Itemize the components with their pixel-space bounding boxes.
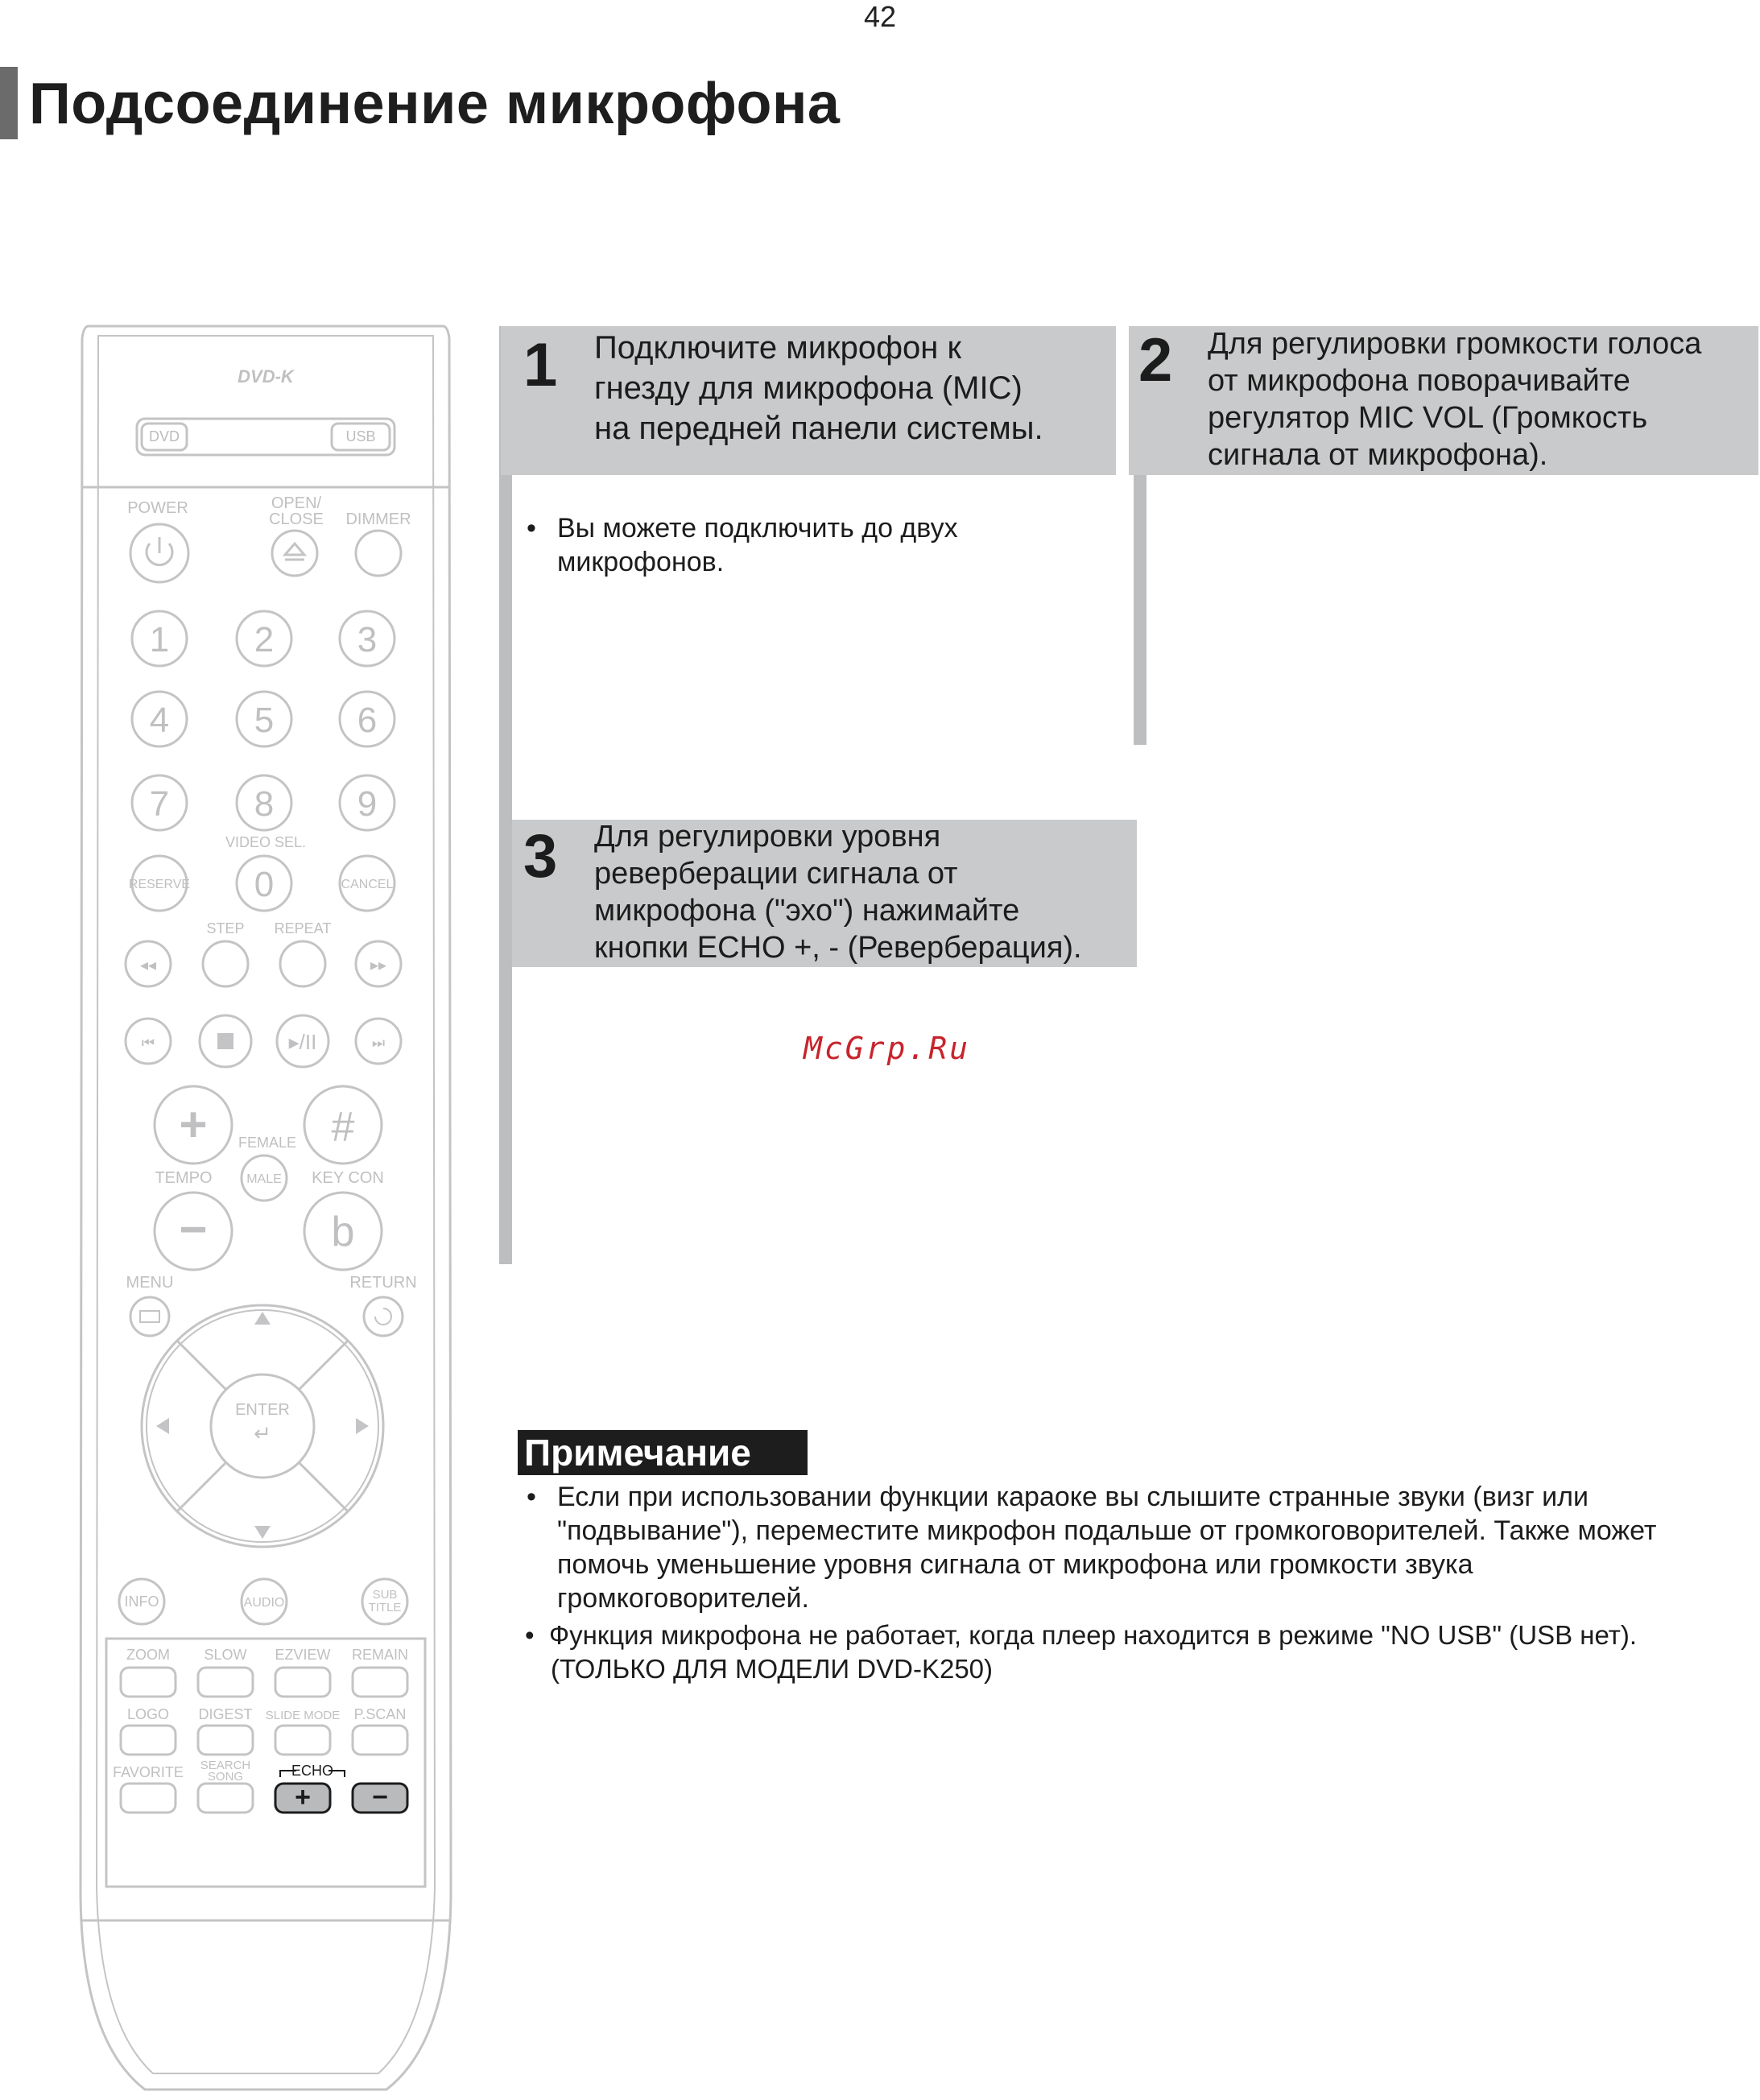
remain-button[interactable] (353, 1668, 407, 1697)
step-3-line: Для регулировки уровня (594, 820, 941, 854)
logo-button[interactable] (121, 1726, 176, 1755)
note-line: помочь уменьшение уровня сигнала от микрофона или громкости звука (557, 1549, 1473, 1580)
digit-label: 5 (254, 701, 275, 740)
step-3-number: 3 (523, 822, 558, 891)
bullet-line: микрофонов. (557, 547, 725, 577)
page-number: 42 (863, 0, 897, 33)
digit-label: 7 (149, 784, 170, 824)
slide-mode-button[interactable] (275, 1726, 330, 1755)
previous-icon: ⏮ (141, 1035, 155, 1051)
watermark: McGrp.Ru (804, 1031, 971, 1066)
reserve-label: RESERVE (128, 878, 191, 891)
dvd-label: DVD (148, 428, 180, 444)
note-line: "подвывание"), переместите микрофон подальше от громкоговорителей. Также может (557, 1515, 1657, 1546)
remain-label: REMAIN (351, 1647, 409, 1663)
key-sharp-label: # (331, 1104, 355, 1151)
step-2-line: Для регулировки громкости голоса (1208, 327, 1702, 361)
step-3-line: реверберации сигнала от (594, 857, 958, 891)
stop-icon (217, 1033, 233, 1049)
step-2-text (1208, 325, 1701, 473)
ezview-label: EZVIEW (275, 1647, 331, 1663)
subtitle-label: TITLE (368, 1601, 402, 1614)
return-label: RETURN (349, 1274, 417, 1292)
step-3-line: кнопки ECHO +, - (Реверберация). (594, 931, 1082, 965)
info-label: INFO (124, 1594, 159, 1610)
repeat-button[interactable] (280, 941, 325, 986)
zoom-label: ZOOM (126, 1647, 170, 1663)
function-key-panel (106, 1639, 425, 1887)
step-3-line: микрофона ("эхо") нажимайте (594, 894, 1020, 928)
male-label: MALE (246, 1172, 282, 1186)
nav-left-arrow[interactable] (156, 1418, 169, 1434)
video-sel-label: VIDEO SEL. (225, 834, 307, 850)
menu-label: MENU (126, 1274, 174, 1292)
next-icon: ⏭ (371, 1035, 386, 1051)
female-label: FEMALE (238, 1135, 297, 1151)
remote-control-illustration (72, 318, 459, 2100)
return-button[interactable] (364, 1297, 403, 1336)
key-con-label: KEY CON (312, 1169, 384, 1187)
favorite-label: FAVORITE (113, 1764, 184, 1780)
digit-label: 3 (357, 620, 378, 659)
usb-label: USB (345, 428, 376, 444)
step-2-line: от микрофона поворачивайте (1208, 364, 1630, 398)
enter-label: ENTER (235, 1401, 290, 1419)
step-1-bullet (522, 511, 958, 579)
open-close-label: CLOSE (269, 511, 324, 528)
digit-label: 6 (357, 701, 378, 740)
return-icon (375, 1308, 391, 1325)
search-song-button[interactable] (198, 1784, 253, 1813)
digit-label: 2 (254, 620, 275, 659)
digit-label: 0 (254, 865, 275, 904)
search-song-label: SONG (207, 1770, 244, 1784)
bullet-dot: • (527, 1482, 536, 1512)
remote-body (81, 326, 451, 2090)
power-label: POWER (127, 499, 188, 517)
note-line: Если при использовании функции караоке вы слышите странные звуки (визг или (557, 1482, 1589, 1512)
rewind-icon: ◂◂ (139, 957, 157, 974)
echo-plus-label: + (295, 1782, 311, 1813)
step-1-line: гнезду для микрофона (MIC) (594, 370, 1023, 406)
ezview-button[interactable] (275, 1668, 330, 1697)
note-heading: Примечание (518, 1430, 808, 1475)
step-2-number: 2 (1138, 326, 1173, 395)
digit-label: 4 (149, 701, 170, 740)
note-line: Функция микрофона не работает, когда плеер находится в режиме "NO USB" (USB нет). (549, 1620, 1638, 1650)
play-pause-icon: ▸/II (288, 1030, 317, 1054)
note-line: громкоговорителей. (557, 1583, 809, 1614)
eject-button[interactable] (272, 531, 317, 576)
slow-button[interactable] (198, 1668, 253, 1697)
bullet-line: Вы можете подключить до двух (557, 513, 958, 544)
step-1-line: Подключите микрофон к (594, 330, 961, 366)
digest-button[interactable] (198, 1726, 253, 1755)
echo-label: ECHO (291, 1763, 334, 1779)
power-icon (147, 537, 172, 565)
open-close-label: OPEN/ (271, 494, 322, 512)
step-1-number: 1 (523, 331, 558, 399)
pscan-button[interactable] (353, 1726, 407, 1755)
digit-label: 8 (254, 784, 275, 824)
tempo-label: TEMPO (155, 1169, 213, 1187)
search-song-label: SEARCH (200, 1759, 251, 1772)
logo-label: LOGO (126, 1706, 170, 1722)
repeat-label: REPEAT (274, 920, 332, 936)
echo-minus-label: − (372, 1782, 388, 1813)
tempo-minus-label: − (179, 1202, 208, 1256)
dimmer-button[interactable] (356, 531, 401, 576)
audio-label: AUDIO (243, 1596, 285, 1610)
nav-down-arrow[interactable] (254, 1526, 271, 1539)
eject-icon (285, 544, 304, 560)
bullet-dot: • (525, 1620, 535, 1650)
digit-label: 1 (149, 620, 170, 659)
page-title: Подсоединение микрофона (29, 72, 841, 136)
step-label: STEP (206, 920, 245, 936)
zoom-button[interactable] (121, 1668, 176, 1697)
step-2-line: сигнала от микрофона). (1208, 438, 1548, 472)
tempo-plus-label: + (179, 1098, 208, 1151)
nav-up-arrow[interactable] (254, 1312, 271, 1325)
digest-label: DIGEST (198, 1706, 253, 1722)
menu-icon (140, 1311, 159, 1322)
slide-mode-label: SLIDE MODE (265, 1709, 341, 1722)
title-accent-bar (0, 67, 18, 139)
dimmer-label: DIMMER (345, 511, 411, 528)
menu-button[interactable] (130, 1297, 169, 1336)
bullet-dot: • (527, 513, 536, 544)
subtitle-label: SUB (372, 1588, 398, 1602)
remote-logo: DVD-K (238, 366, 294, 387)
favorite-button[interactable] (121, 1784, 176, 1813)
step-1-line: на передней панели системы. (594, 411, 1043, 446)
step-3-text (594, 818, 1082, 966)
enter-icon: ↵ (254, 1421, 271, 1445)
slow-label: SLOW (204, 1647, 247, 1663)
cancel-label: CANCEL (341, 878, 394, 891)
digit-label: 9 (357, 784, 378, 824)
note-item-2 (522, 1618, 1637, 1686)
step-2-line: регулятор MIC VOL (Громкость (1208, 401, 1648, 435)
nav-right-arrow[interactable] (356, 1418, 369, 1434)
note-item-1 (522, 1480, 1656, 1615)
fast-forward-icon: ▸▸ (370, 957, 387, 974)
key-flat-label: b (331, 1209, 355, 1255)
note-line: (ТОЛЬКО ДЛЯ МОДЕЛИ DVD-K250) (551, 1654, 994, 1684)
pscan-label: P.SCAN (353, 1706, 407, 1722)
step-1-text (594, 328, 1043, 449)
step-button[interactable] (203, 941, 248, 986)
